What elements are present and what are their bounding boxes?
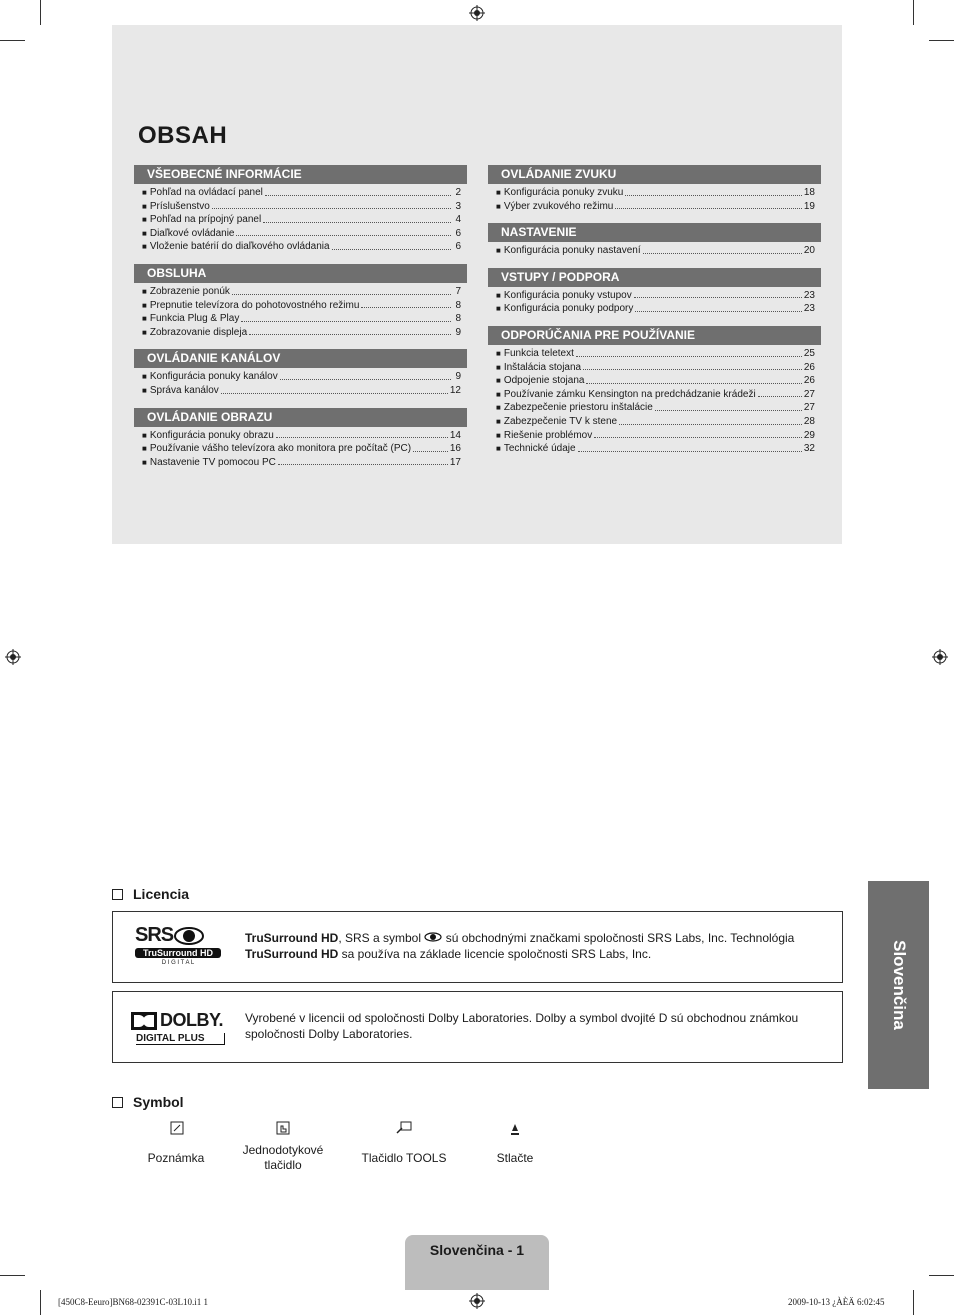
toc-section-heading: OVLÁDANIE ZVUKU: [488, 165, 821, 184]
square-bullet-icon: ■: [496, 376, 501, 386]
dot-leader: [263, 213, 451, 223]
toc-entry-label: Konfigurácia ponuky obrazu: [149, 429, 274, 441]
toc-entry-label: Vloženie batérií do diaľkového ovládania: [149, 241, 330, 253]
dot-leader: [232, 285, 451, 295]
dot-leader: [634, 289, 802, 299]
toc-entry-page: 27: [803, 402, 815, 414]
toc-entry[interactable]: [134, 240, 467, 254]
toc-entry[interactable]: [134, 299, 467, 313]
registration-mark-icon: [469, 1293, 485, 1309]
dot-leader: [276, 429, 448, 439]
toc-entry-page: 14: [449, 429, 461, 441]
toc-entry-label: Výber zvukového režimu: [503, 200, 614, 212]
toc-entry-page: 12: [449, 384, 461, 396]
checkbox-bullet-icon: [112, 889, 123, 900]
toc-entry[interactable]: [488, 186, 821, 200]
checkbox-bullet-icon: [112, 1097, 123, 1108]
toc-section-heading: VSTUPY / PODPORA: [488, 268, 821, 287]
toc-section-heading: OBSLUHA: [134, 264, 467, 283]
toc-entry[interactable]: [488, 374, 821, 388]
square-bullet-icon: ■: [142, 327, 147, 337]
dot-leader: [241, 312, 451, 322]
crop-mark: [40, 1290, 41, 1315]
srs-text-part: sa používa na základe licencie spoločnosti SRS Labs, Inc.: [338, 947, 652, 961]
dolby-license-text: Vyrobené v licencii od spoločnosti Dolby Laboratories. Dolby a symbol dvojité D sú obchodnou známkou spoločnosti Dolby Laboratories.: [245, 1011, 799, 1041]
toc-entry-page: 20: [803, 245, 815, 257]
note-icon: [170, 1121, 184, 1135]
toc-entry[interactable]: [488, 361, 821, 375]
toc-entry-page: 23: [803, 289, 815, 301]
toc-entry-label: Konfigurácia ponuky podpory: [503, 303, 634, 315]
toc-entry-label: Používanie zámku Kensington na predchádzanie krádeži: [503, 388, 756, 400]
toc-entry[interactable]: [488, 442, 821, 456]
toc-entry[interactable]: [488, 347, 821, 361]
toc-entry[interactable]: [134, 456, 467, 470]
toc-entry-label: Pohľad na ovládací panel: [149, 187, 263, 198]
toc-section-heading: NASTAVENIE: [488, 223, 821, 242]
square-bullet-icon: ■: [142, 314, 147, 324]
srs-text-part: , SRS a symbol: [338, 931, 422, 945]
toc-section-heading: VŠEOBECNÉ INFORMÁCIE: [134, 165, 467, 184]
square-bullet-icon: ■: [496, 389, 501, 399]
toc-entry[interactable]: [488, 289, 821, 303]
crop-mark: [913, 1290, 914, 1315]
toc-entry[interactable]: [134, 442, 467, 456]
square-bullet-icon: ■: [496, 201, 501, 211]
srs-circle-icon: [173, 927, 205, 945]
square-bullet-icon: ■: [142, 286, 147, 296]
toc-entry[interactable]: [488, 244, 821, 258]
square-bullet-icon: ■: [142, 201, 147, 211]
square-bullet-icon: ■: [142, 188, 147, 197]
licencia-heading-text: Licencia: [133, 886, 190, 902]
toc-entry-page: 27: [803, 388, 815, 400]
toc-entry[interactable]: [488, 200, 821, 214]
square-bullet-icon: ■: [496, 444, 501, 454]
toc-entry-label: Konfigurácia ponuky vstupov: [503, 289, 632, 301]
crop-mark: [929, 40, 954, 41]
symbol-label-one-touch: Jednodotykové tlačidlo: [242, 1143, 324, 1172]
toc-entry-page: 17: [449, 456, 461, 468]
square-bullet-icon: ■: [496, 188, 501, 197]
symbol-label-press: Stlačte: [496, 1151, 534, 1165]
toc-entry[interactable]: [134, 213, 467, 227]
square-bullet-icon: ■: [142, 242, 147, 252]
toc-entry-label: Funkcia teletext: [503, 347, 574, 359]
toc-entry[interactable]: [134, 186, 467, 200]
toc-entry[interactable]: [134, 429, 467, 443]
toc-entry-page: 6: [455, 241, 461, 253]
toc-entry-page: 16: [449, 443, 461, 455]
square-bullet-icon: ■: [142, 430, 147, 440]
dolby-logo-text: DOLBY.: [160, 1010, 224, 1030]
toc-entry-page: 19: [803, 200, 815, 212]
toc-entry-page: 3: [455, 200, 461, 212]
square-bullet-icon: ■: [496, 290, 501, 300]
toc-section-items: [488, 186, 821, 213]
page-number-tab: [405, 1235, 549, 1290]
toc-entry-label: Riešenie problémov: [503, 429, 593, 441]
toc-entry[interactable]: [134, 384, 467, 398]
toc-entry-page: 9: [455, 371, 461, 383]
dot-leader: [280, 370, 451, 380]
srs-logo-band: TruSurround HD: [135, 948, 221, 958]
toc-entry-label: Technické údaje: [503, 443, 576, 455]
srs-text-part: sú obchodnými značkami spoločnosti SRS Labs, Inc. Technológia: [442, 931, 795, 945]
dot-leader: [576, 347, 802, 357]
symbol-heading: [112, 1094, 184, 1110]
dolby-logo-subtext: DIGITAL PLUS: [136, 1033, 225, 1045]
square-bullet-icon: ■: [496, 430, 501, 440]
dot-leader: [583, 361, 802, 371]
square-bullet-icon: ■: [496, 403, 501, 413]
srs-symbol-icon: [424, 932, 442, 942]
toc-entry[interactable]: [488, 302, 821, 316]
dot-leader: [594, 429, 802, 439]
square-bullet-icon: ■: [496, 348, 501, 358]
dot-leader: [615, 200, 802, 210]
print-slug-left: [450C8-Eeuro]BN68-02391C-03L10.i1 1: [58, 1297, 208, 1307]
toc-entry[interactable]: [488, 401, 821, 415]
toc-entry[interactable]: [134, 227, 467, 241]
double-d-icon: [131, 1012, 157, 1030]
toc-entry-label: Inštalácia stojana: [503, 361, 582, 373]
square-bullet-icon: ■: [142, 372, 147, 382]
toc-section-items: [134, 285, 467, 339]
toc-entry[interactable]: [134, 326, 467, 340]
toc-entry[interactable]: [134, 285, 467, 299]
press-icon: [509, 1122, 521, 1136]
toc-entry-page: 28: [803, 415, 815, 427]
toc-entry-page: 9: [455, 326, 461, 338]
toc-entry-label: Zabezpečenie priestoru inštalácie: [503, 402, 653, 414]
srs-logo: [135, 924, 225, 966]
toc-entry-page: 2: [455, 187, 461, 198]
toc-entry-page: 6: [455, 227, 461, 239]
registration-mark-icon: [5, 649, 21, 665]
print-slug-right: 2009-10-13 ¿ÀÈÄ 6:02:45: [788, 1297, 885, 1307]
srs-license-text: [245, 930, 825, 962]
toc-entry-label: Funkcia Plug & Play: [149, 313, 240, 325]
srs-text-bold: TruSurround HD: [245, 947, 339, 961]
toc-section-items: [134, 370, 467, 397]
dot-leader: [625, 186, 802, 196]
toc-entry-page: 29: [803, 429, 815, 441]
dot-leader: [758, 388, 802, 398]
toc-entry-label: Zobrazenie ponúk: [149, 285, 230, 297]
dot-leader: [619, 415, 802, 425]
srs-license-box: [112, 911, 843, 983]
square-bullet-icon: ■: [496, 246, 501, 256]
toc-entry-label: Zobrazovanie displeja: [149, 326, 248, 338]
toc-entry-page: 8: [455, 313, 461, 325]
square-bullet-icon: ■: [496, 416, 501, 426]
symbol-heading-text: Symbol: [133, 1094, 184, 1110]
page-number-label: Slovenčina - 1: [429, 1242, 525, 1258]
square-bullet-icon: ■: [142, 444, 147, 454]
toc-entry-label: Diaľkové ovládanie: [149, 227, 235, 239]
toc-entry-label: Prepnutie televízora do pohotovostného režimu: [149, 299, 360, 311]
toc-entry-page: 23: [803, 303, 815, 315]
dot-leader: [332, 240, 451, 250]
toc-entry-label: Konfigurácia ponuky zvuku: [503, 187, 624, 198]
crop-mark: [0, 40, 25, 41]
language-side-tab: [868, 881, 929, 1089]
toc-entry[interactable]: [488, 388, 821, 402]
toc-entry[interactable]: [134, 312, 467, 326]
square-bullet-icon: ■: [496, 362, 501, 372]
square-bullet-icon: ■: [142, 228, 147, 238]
toc-entry-label: Správa kanálov: [149, 384, 219, 396]
dot-leader: [643, 244, 802, 254]
registration-mark-icon: [932, 649, 948, 665]
toc-entry-label: Konfigurácia ponuky kanálov: [149, 371, 278, 383]
crop-mark: [0, 1275, 25, 1276]
dot-leader: [278, 456, 448, 466]
licencia-heading: [112, 886, 189, 902]
toc-entry[interactable]: [134, 200, 467, 214]
toc-entry-page: 8: [455, 299, 461, 311]
toc-right-column: [488, 165, 821, 466]
dot-leader: [413, 442, 448, 452]
toc-entry[interactable]: [488, 429, 821, 443]
toc-section-heading: OVLÁDANIE OBRAZU: [134, 408, 467, 427]
toc-entry-label: Odpojenie stojana: [503, 375, 585, 387]
dot-leader: [578, 442, 802, 452]
toc-entry-label: Konfigurácia ponuky nastavení: [503, 245, 641, 257]
tools-button-icon: [396, 1121, 412, 1135]
registration-mark-icon: [469, 5, 485, 21]
toc-entry-page: 25: [803, 347, 815, 359]
symbol-label-tools: Tlačidlo TOOLS: [361, 1151, 447, 1165]
dolby-license-box: [112, 991, 843, 1063]
toc-entry-label: Zabezpečenie TV k stene: [503, 415, 618, 427]
dot-leader: [586, 374, 801, 384]
toc-entry-page: 18: [803, 187, 815, 198]
dot-leader: [249, 326, 451, 336]
toc-section-heading: ODPORÚČANIA PRE POUŽÍVANIE: [488, 326, 821, 345]
toc-entry-label: Používanie vášho televízora ako monitora pre počítač (PC): [149, 443, 412, 455]
toc-entry[interactable]: [488, 415, 821, 429]
toc-section-items: [134, 429, 467, 470]
dot-leader: [265, 186, 451, 196]
toc-section-items: [488, 347, 821, 456]
toc-entry-page: 7: [455, 285, 461, 297]
dot-leader: [655, 401, 802, 411]
page-title: OBSAH: [138, 122, 228, 149]
toc-entry-page: 26: [803, 375, 815, 387]
crop-mark: [913, 0, 914, 25]
toc-entry-page: 32: [803, 443, 815, 455]
square-bullet-icon: ■: [142, 457, 147, 467]
dot-leader: [221, 384, 448, 394]
dolby-logo: [131, 1010, 231, 1045]
dot-leader: [236, 227, 451, 237]
language-side-tab-label: Slovenčina: [889, 940, 909, 1030]
toc-entry-label: Príslušenstvo: [149, 200, 210, 212]
toc-left-column: [134, 165, 467, 479]
toc-section-heading: OVLÁDANIE KANÁLOV: [134, 349, 467, 368]
toc-entry-page: 26: [803, 361, 815, 373]
toc-entry-label: Nastavenie TV pomocou PC: [149, 456, 276, 468]
toc-section-items: [488, 289, 821, 316]
square-bullet-icon: ■: [142, 215, 147, 225]
toc-entry-label: Pohľad na prípojný panel: [149, 214, 262, 226]
srs-logo-digital: D I G I T A L: [161, 960, 195, 966]
srs-logo-text: SRS: [135, 924, 174, 946]
dot-leader: [212, 200, 451, 210]
toc-entry-page: 4: [455, 214, 461, 226]
one-touch-button-icon: [276, 1121, 290, 1135]
toc-entry[interactable]: [134, 370, 467, 384]
crop-mark: [929, 1275, 954, 1276]
square-bullet-icon: ■: [142, 300, 147, 310]
toc-section-items: [488, 244, 821, 258]
symbol-label-note: Poznámka: [147, 1151, 205, 1165]
dot-leader: [635, 302, 802, 312]
square-bullet-icon: ■: [142, 385, 147, 395]
crop-mark: [40, 0, 41, 25]
srs-text-bold: TruSurround HD: [245, 931, 339, 945]
toc-section-items: [134, 186, 467, 254]
dot-leader: [361, 299, 451, 309]
square-bullet-icon: ■: [496, 304, 501, 314]
